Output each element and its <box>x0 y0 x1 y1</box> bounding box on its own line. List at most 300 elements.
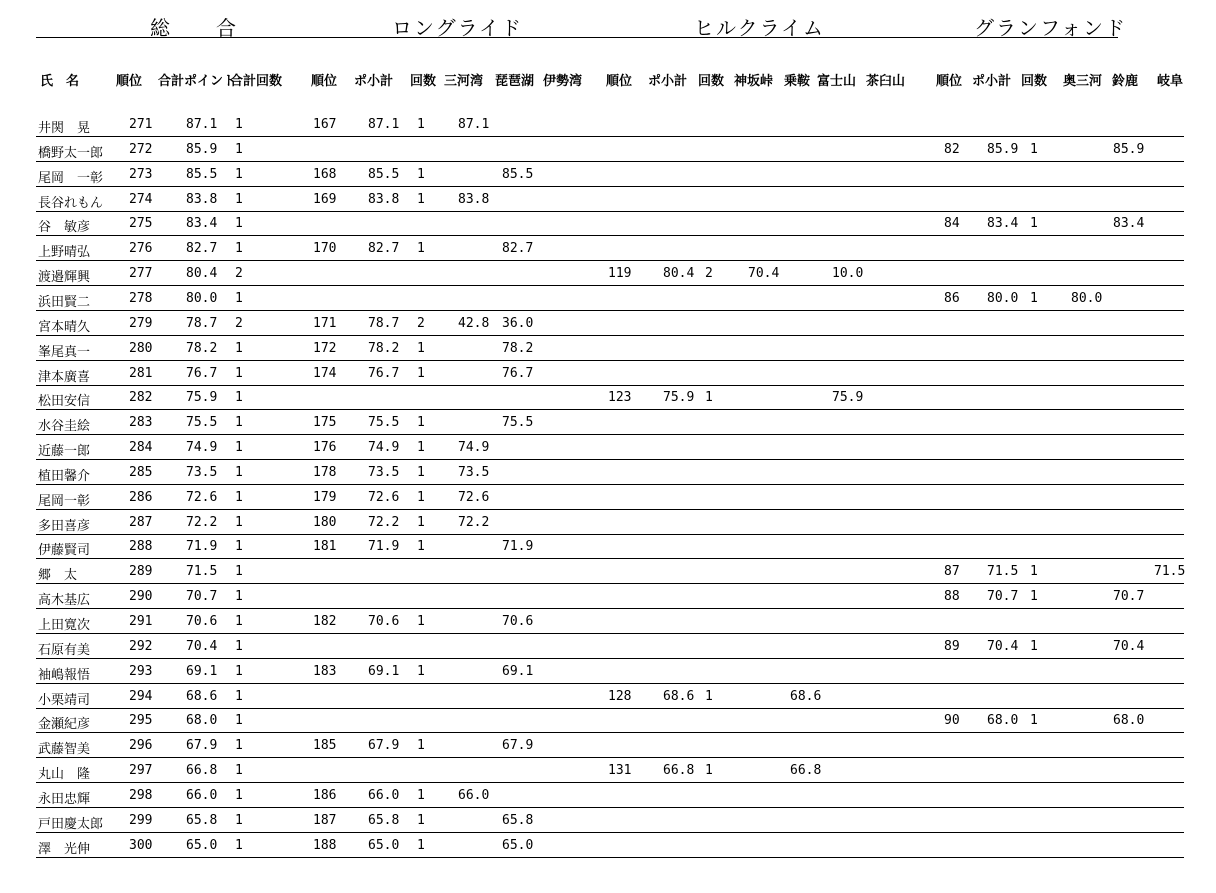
cell-total-count: 1 <box>235 166 243 182</box>
cell-name: 渡邉輝興 <box>38 270 91 286</box>
cell-total-points: 85.5 <box>186 166 218 182</box>
cell-total-count: 2 <box>235 266 243 282</box>
table-row <box>0 137 1216 162</box>
cell-overall-rank: 291 <box>129 614 153 629</box>
header-hc-rank: 順位 <box>606 74 633 89</box>
cell-norikura: 66.8 <box>790 763 822 779</box>
cell-total-count: 1 <box>235 141 243 157</box>
cell-gf-rank: 90 <box>944 713 960 729</box>
cell-overall-rank: 282 <box>129 390 153 406</box>
cell-gf-rank: 84 <box>944 216 960 232</box>
cell-lr-count: 1 <box>417 340 425 356</box>
cell-overall-rank: 295 <box>129 713 153 729</box>
table-row <box>0 261 1216 286</box>
cell-biwako: 82.7 <box>502 241 534 257</box>
cell-total-count: 1 <box>235 564 243 580</box>
cell-overall-rank: 287 <box>129 514 153 530</box>
cell-total-count: 1 <box>235 290 243 306</box>
cell-name: 小栗靖司 <box>38 692 91 708</box>
cell-total-points: 76.7 <box>186 365 218 381</box>
cell-name: 武藤智美 <box>38 742 91 758</box>
cell-total-count: 1 <box>235 688 243 704</box>
cell-total-points: 70.7 <box>186 589 218 605</box>
cell-total-points: 80.4 <box>186 266 218 282</box>
cell-lr-count: 1 <box>417 241 425 257</box>
cell-lr-count: 1 <box>417 166 425 182</box>
table-row <box>0 485 1216 510</box>
cell-total-points: 70.6 <box>186 614 218 629</box>
section-title-hill-climb: ヒルクライム <box>694 16 825 40</box>
cell-overall-rank: 285 <box>129 464 153 480</box>
cell-overall-rank: 293 <box>129 663 153 679</box>
cell-lr-points: 78.2 <box>368 340 400 356</box>
cell-total-count: 1 <box>235 191 243 207</box>
cell-total-count: 1 <box>235 117 243 132</box>
cell-lr-points: 72.6 <box>368 489 400 505</box>
cell-hc-points: 80.4 <box>663 266 695 282</box>
cell-total-count: 1 <box>235 365 243 381</box>
cell-biwako: 71.9 <box>502 539 534 555</box>
cell-gf-count: 1 <box>1030 290 1038 306</box>
cell-total-points: 75.9 <box>186 390 218 406</box>
table-row <box>0 236 1216 261</box>
table-row <box>0 684 1216 709</box>
cell-total-points: 70.4 <box>186 638 218 654</box>
cell-lr-rank: 172 <box>313 340 337 356</box>
cell-fuji: 75.9 <box>832 390 864 406</box>
header-norikura: 乗鞍 <box>784 74 811 89</box>
table-row <box>0 733 1216 758</box>
table-row <box>0 211 1216 236</box>
cell-lr-rank: 175 <box>313 415 337 431</box>
table-row <box>0 435 1216 460</box>
cell-name: 峯尾真一 <box>38 344 91 360</box>
cell-gf-count: 1 <box>1030 216 1038 232</box>
cell-total-points: 73.5 <box>186 464 218 480</box>
header-gifu: 岐阜 <box>1157 74 1184 89</box>
cell-name: 津本廣喜 <box>38 369 91 385</box>
section-title-overall: 総 合 <box>150 16 238 40</box>
table-row <box>0 609 1216 634</box>
cell-lr-count: 1 <box>417 365 425 381</box>
cell-hc-rank: 119 <box>608 266 632 282</box>
header-fuji: 富士山 <box>817 74 857 89</box>
cell-misaka: 70.4 <box>748 266 780 282</box>
cell-overall-rank: 296 <box>129 738 153 754</box>
cell-lr-rank: 179 <box>313 489 337 505</box>
cell-hc-count: 1 <box>705 763 713 779</box>
header-total-points: 合計ポイント <box>158 74 237 89</box>
header-name: 氏 名 <box>40 74 80 89</box>
cell-total-points: 72.6 <box>186 489 218 505</box>
cell-lr-rank: 186 <box>313 787 337 803</box>
cell-overall-rank: 274 <box>129 191 153 207</box>
cell-overall-rank: 278 <box>129 290 153 306</box>
cell-lr-count: 1 <box>417 787 425 803</box>
cell-hc-count: 2 <box>705 266 713 282</box>
cell-name: 水谷圭絵 <box>38 419 91 435</box>
cell-gf-count: 1 <box>1030 589 1038 605</box>
cell-hc-points: 75.9 <box>663 390 695 406</box>
table-row <box>0 783 1216 808</box>
cell-name: 金瀬紀彦 <box>38 717 91 733</box>
cell-suzuka: 70.7 <box>1113 589 1145 605</box>
cell-gf-count: 1 <box>1030 638 1038 654</box>
cell-gf-rank: 88 <box>944 589 960 605</box>
cell-total-points: 75.5 <box>186 415 218 431</box>
cell-total-points: 83.4 <box>186 216 218 232</box>
cell-total-points: 65.0 <box>186 837 218 853</box>
cell-name: 近藤一郎 <box>38 444 91 460</box>
cell-name: 長谷れもん <box>38 195 104 211</box>
header-lr-count: 回数 <box>410 74 437 89</box>
header-lr-points: ポ小計 <box>354 74 394 89</box>
cell-biwako: 36.0 <box>502 315 534 331</box>
cell-total-points: 66.8 <box>186 763 218 779</box>
cell-overall-rank: 300 <box>129 837 153 853</box>
cell-total-count: 1 <box>235 638 243 654</box>
cell-total-points: 78.7 <box>186 315 218 331</box>
cell-lr-rank: 182 <box>313 614 337 629</box>
cell-lr-count: 1 <box>417 614 425 629</box>
cell-name: 上野晴弘 <box>38 245 91 261</box>
cell-total-count: 1 <box>235 713 243 729</box>
table-row <box>0 286 1216 311</box>
cell-overall-rank: 271 <box>129 117 153 132</box>
table-row <box>0 460 1216 485</box>
cell-lr-rank: 168 <box>313 166 337 182</box>
cell-lr-count: 1 <box>417 440 425 456</box>
cell-biwako: 67.9 <box>502 738 534 754</box>
cell-suzuka: 70.4 <box>1113 638 1145 654</box>
cell-lr-count: 1 <box>417 489 425 505</box>
cell-mikawa: 73.5 <box>458 464 490 480</box>
cell-name: 尾岡 一彰 <box>38 170 104 186</box>
cell-overall-rank: 290 <box>129 589 153 605</box>
cell-lr-count: 1 <box>417 539 425 555</box>
cell-gf-points: 70.7 <box>987 589 1019 605</box>
row-divider <box>36 857 1184 858</box>
cell-overall-rank: 273 <box>129 166 153 182</box>
cell-hc-count: 1 <box>705 390 713 406</box>
cell-mikawa: 42.8 <box>458 315 490 331</box>
cell-gf-rank: 86 <box>944 290 960 306</box>
table-row <box>0 361 1216 386</box>
cell-lr-rank: 180 <box>313 514 337 530</box>
cell-overall-rank: 275 <box>129 216 153 232</box>
cell-lr-points: 72.2 <box>368 514 400 530</box>
cell-overall-rank: 280 <box>129 340 153 356</box>
table-row <box>0 162 1216 187</box>
cell-total-points: 71.9 <box>186 539 218 555</box>
cell-lr-rank: 183 <box>313 663 337 679</box>
title-underline <box>36 37 1118 38</box>
cell-gf-rank: 82 <box>944 141 960 157</box>
cell-total-count: 1 <box>235 216 243 232</box>
cell-lr-points: 65.0 <box>368 837 400 853</box>
cell-name: 宮本晴久 <box>38 319 91 335</box>
cell-gf-rank: 87 <box>944 564 960 580</box>
cell-lr-points: 78.7 <box>368 315 400 331</box>
cell-lr-count: 1 <box>417 738 425 754</box>
cell-total-count: 1 <box>235 514 243 530</box>
cell-lr-rank: 174 <box>313 365 337 381</box>
cell-okumikawa: 80.0 <box>1071 290 1103 306</box>
cell-total-count: 1 <box>235 464 243 480</box>
cell-biwako: 65.0 <box>502 837 534 853</box>
cell-total-points: 72.2 <box>186 514 218 530</box>
cell-name: 谷 敏彦 <box>38 220 91 236</box>
table-row <box>0 534 1216 559</box>
cell-total-count: 1 <box>235 589 243 605</box>
cell-total-count: 1 <box>235 390 243 406</box>
cell-suzuka: 85.9 <box>1113 141 1145 157</box>
cell-total-count: 1 <box>235 837 243 853</box>
cell-name: 郷 太 <box>38 568 78 584</box>
cell-lr-count: 1 <box>417 663 425 679</box>
cell-lr-rank: 181 <box>313 539 337 555</box>
cell-suzuka: 68.0 <box>1113 713 1145 729</box>
cell-total-count: 1 <box>235 241 243 257</box>
cell-biwako: 76.7 <box>502 365 534 381</box>
cell-lr-points: 87.1 <box>368 117 400 132</box>
cell-lr-points: 85.5 <box>368 166 400 182</box>
section-title-gran-fondo: グランフォンド <box>974 16 1127 40</box>
cell-total-points: 65.8 <box>186 812 218 828</box>
cell-lr-points: 75.5 <box>368 415 400 431</box>
cell-total-points: 68.0 <box>186 713 218 729</box>
cell-gf-count: 1 <box>1030 564 1038 580</box>
cell-total-points: 71.5 <box>186 564 218 580</box>
cell-name: 松田安信 <box>38 394 91 410</box>
cell-suzuka: 83.4 <box>1113 216 1145 232</box>
cell-name: 多田喜彦 <box>38 518 91 534</box>
header-chausu: 茶臼山 <box>866 74 906 89</box>
cell-gf-points: 83.4 <box>987 216 1019 232</box>
header-total-count: 合計回数 <box>230 74 283 89</box>
cell-gf-points: 85.9 <box>987 141 1019 157</box>
cell-biwako: 69.1 <box>502 663 534 679</box>
cell-gf-points: 70.4 <box>987 638 1019 654</box>
cell-lr-points: 82.7 <box>368 241 400 257</box>
table-row <box>0 659 1216 684</box>
cell-total-points: 66.0 <box>186 787 218 803</box>
cell-overall-rank: 288 <box>129 539 153 555</box>
cell-overall-rank: 294 <box>129 688 153 704</box>
cell-total-points: 82.7 <box>186 241 218 257</box>
cell-lr-points: 67.9 <box>368 738 400 754</box>
cell-mikawa: 72.2 <box>458 514 490 530</box>
cell-total-count: 1 <box>235 812 243 828</box>
cell-gf-points: 80.0 <box>987 290 1019 306</box>
cell-lr-points: 69.1 <box>368 663 400 679</box>
cell-total-count: 1 <box>235 415 243 431</box>
cell-overall-rank: 276 <box>129 241 153 257</box>
header-mikawa: 三河湾 <box>444 74 484 89</box>
cell-name: 石原有美 <box>38 642 91 658</box>
cell-lr-points: 83.8 <box>368 191 400 207</box>
cell-total-count: 1 <box>235 763 243 779</box>
cell-overall-rank: 298 <box>129 787 153 803</box>
header-ise: 伊勢湾 <box>543 74 583 89</box>
cell-lr-points: 73.5 <box>368 464 400 480</box>
cell-total-count: 1 <box>235 539 243 555</box>
cell-mikawa: 74.9 <box>458 440 490 456</box>
table-row <box>0 808 1216 833</box>
cell-total-points: 69.1 <box>186 663 218 679</box>
cell-hc-count: 1 <box>705 688 713 704</box>
table-row <box>0 187 1216 212</box>
cell-overall-rank: 289 <box>129 564 153 580</box>
cell-lr-count: 1 <box>417 812 425 828</box>
cell-biwako: 75.5 <box>502 415 534 431</box>
cell-overall-rank: 292 <box>129 638 153 654</box>
cell-gf-points: 71.5 <box>987 564 1019 580</box>
cell-biwako: 78.2 <box>502 340 534 356</box>
header-gf-count: 回数 <box>1021 74 1048 89</box>
cell-name: 丸山 隆 <box>38 767 91 783</box>
cell-name: 井関 晃 <box>38 121 91 136</box>
cell-hc-points: 68.6 <box>663 688 695 704</box>
cell-lr-count: 1 <box>417 514 425 530</box>
section-title-long-ride: ロングライド <box>392 16 523 40</box>
header-hc-points: ポ小計 <box>648 74 688 89</box>
cell-lr-rank: 169 <box>313 191 337 207</box>
cell-overall-rank: 281 <box>129 365 153 381</box>
cell-gifu: 71.5 <box>1154 564 1186 580</box>
cell-lr-rank: 188 <box>313 837 337 853</box>
cell-name: 永田忠輝 <box>38 791 91 807</box>
cell-lr-rank: 167 <box>313 117 337 132</box>
cell-total-count: 1 <box>235 340 243 356</box>
cell-hc-rank: 123 <box>608 390 632 406</box>
header-gf-rank: 順位 <box>936 74 963 89</box>
table-row <box>0 833 1216 858</box>
cell-lr-points: 74.9 <box>368 440 400 456</box>
table-row <box>0 410 1216 435</box>
cell-gf-rank: 89 <box>944 638 960 654</box>
cell-overall-rank: 299 <box>129 812 153 828</box>
cell-total-points: 85.9 <box>186 141 218 157</box>
cell-lr-count: 1 <box>417 837 425 853</box>
cell-name: 伊藤賢司 <box>38 543 91 559</box>
cell-total-points: 78.2 <box>186 340 218 356</box>
cell-biwako: 85.5 <box>502 166 534 182</box>
cell-overall-rank: 284 <box>129 440 153 456</box>
cell-name: 橋野太一郎 <box>38 145 104 161</box>
cell-lr-rank: 185 <box>313 738 337 754</box>
table-row <box>0 336 1216 361</box>
cell-overall-rank: 297 <box>129 763 153 779</box>
table-row <box>0 510 1216 535</box>
header-hc-count: 回数 <box>698 74 725 89</box>
cell-total-points: 68.6 <box>186 688 218 704</box>
cell-name: 浜田賢二 <box>38 294 91 310</box>
cell-lr-rank: 176 <box>313 440 337 456</box>
cell-lr-count: 1 <box>417 191 425 207</box>
cell-mikawa: 72.6 <box>458 489 490 505</box>
cell-gf-count: 1 <box>1030 141 1038 157</box>
cell-mikawa: 87.1 <box>458 117 490 132</box>
cell-name: 植田馨介 <box>38 468 91 484</box>
cell-overall-rank: 279 <box>129 315 153 331</box>
table-row <box>0 311 1216 336</box>
cell-name: 上田寛次 <box>38 618 91 633</box>
cell-lr-rank: 178 <box>313 464 337 480</box>
cell-hc-rank: 128 <box>608 688 632 704</box>
cell-lr-count: 1 <box>417 415 425 431</box>
cell-lr-count: 1 <box>417 117 425 132</box>
cell-lr-rank: 170 <box>313 241 337 257</box>
cell-overall-rank: 286 <box>129 489 153 505</box>
table-row <box>0 584 1216 609</box>
header-suzuka: 鈴鹿 <box>1112 74 1139 89</box>
cell-lr-count: 1 <box>417 464 425 480</box>
header-biwako: 琵琶湖 <box>495 74 535 89</box>
header-misaka: 神坂峠 <box>734 74 774 89</box>
cell-total-count: 1 <box>235 489 243 505</box>
table-row <box>0 634 1216 659</box>
cell-gf-points: 68.0 <box>987 713 1019 729</box>
cell-name: 澤 光伸 <box>38 841 91 857</box>
cell-total-count: 1 <box>235 738 243 754</box>
cell-total-count: 2 <box>235 315 243 331</box>
cell-total-count: 1 <box>235 440 243 456</box>
cell-biwako: 65.8 <box>502 812 534 828</box>
cell-total-points: 74.9 <box>186 440 218 456</box>
cell-mikawa: 66.0 <box>458 787 490 803</box>
cell-lr-points: 76.7 <box>368 365 400 381</box>
cell-total-points: 83.8 <box>186 191 218 207</box>
cell-total-count: 1 <box>235 787 243 803</box>
cell-total-points: 87.1 <box>186 117 218 132</box>
cell-lr-points: 66.0 <box>368 787 400 803</box>
cell-lr-count: 2 <box>417 315 425 331</box>
cell-name: 高木基広 <box>38 593 91 609</box>
header-overall-rank: 順位 <box>116 74 143 89</box>
table-row <box>0 758 1216 783</box>
cell-name: 袖嶋報悟 <box>38 667 91 683</box>
cell-total-count: 1 <box>235 663 243 679</box>
cell-norikura: 68.6 <box>790 688 822 704</box>
header-gf-points: ポ小計 <box>972 74 1012 89</box>
cell-lr-rank: 171 <box>313 315 337 331</box>
table-row <box>0 708 1216 733</box>
cell-total-points: 67.9 <box>186 738 218 754</box>
cell-overall-rank: 283 <box>129 415 153 431</box>
cell-hc-rank: 131 <box>608 763 632 779</box>
cell-name: 戸田慶太郎 <box>38 816 104 832</box>
cell-mikawa: 83.8 <box>458 191 490 207</box>
cell-total-count: 1 <box>235 614 243 629</box>
cell-total-points: 80.0 <box>186 290 218 306</box>
cell-overall-rank: 277 <box>129 266 153 282</box>
cell-lr-points: 70.6 <box>368 614 400 629</box>
header-lr-rank: 順位 <box>311 74 338 89</box>
table-row <box>0 385 1216 410</box>
table-row <box>0 559 1216 584</box>
cell-lr-points: 71.9 <box>368 539 400 555</box>
cell-overall-rank: 272 <box>129 141 153 157</box>
cell-name: 尾岡一彰 <box>38 493 91 509</box>
cell-hc-points: 66.8 <box>663 763 695 779</box>
cell-gf-count: 1 <box>1030 713 1038 729</box>
header-okumikawa: 奥三河 <box>1063 74 1103 89</box>
cell-lr-points: 65.8 <box>368 812 400 828</box>
table-row <box>0 112 1216 137</box>
cell-biwako: 70.6 <box>502 614 534 629</box>
cell-lr-rank: 187 <box>313 812 337 828</box>
